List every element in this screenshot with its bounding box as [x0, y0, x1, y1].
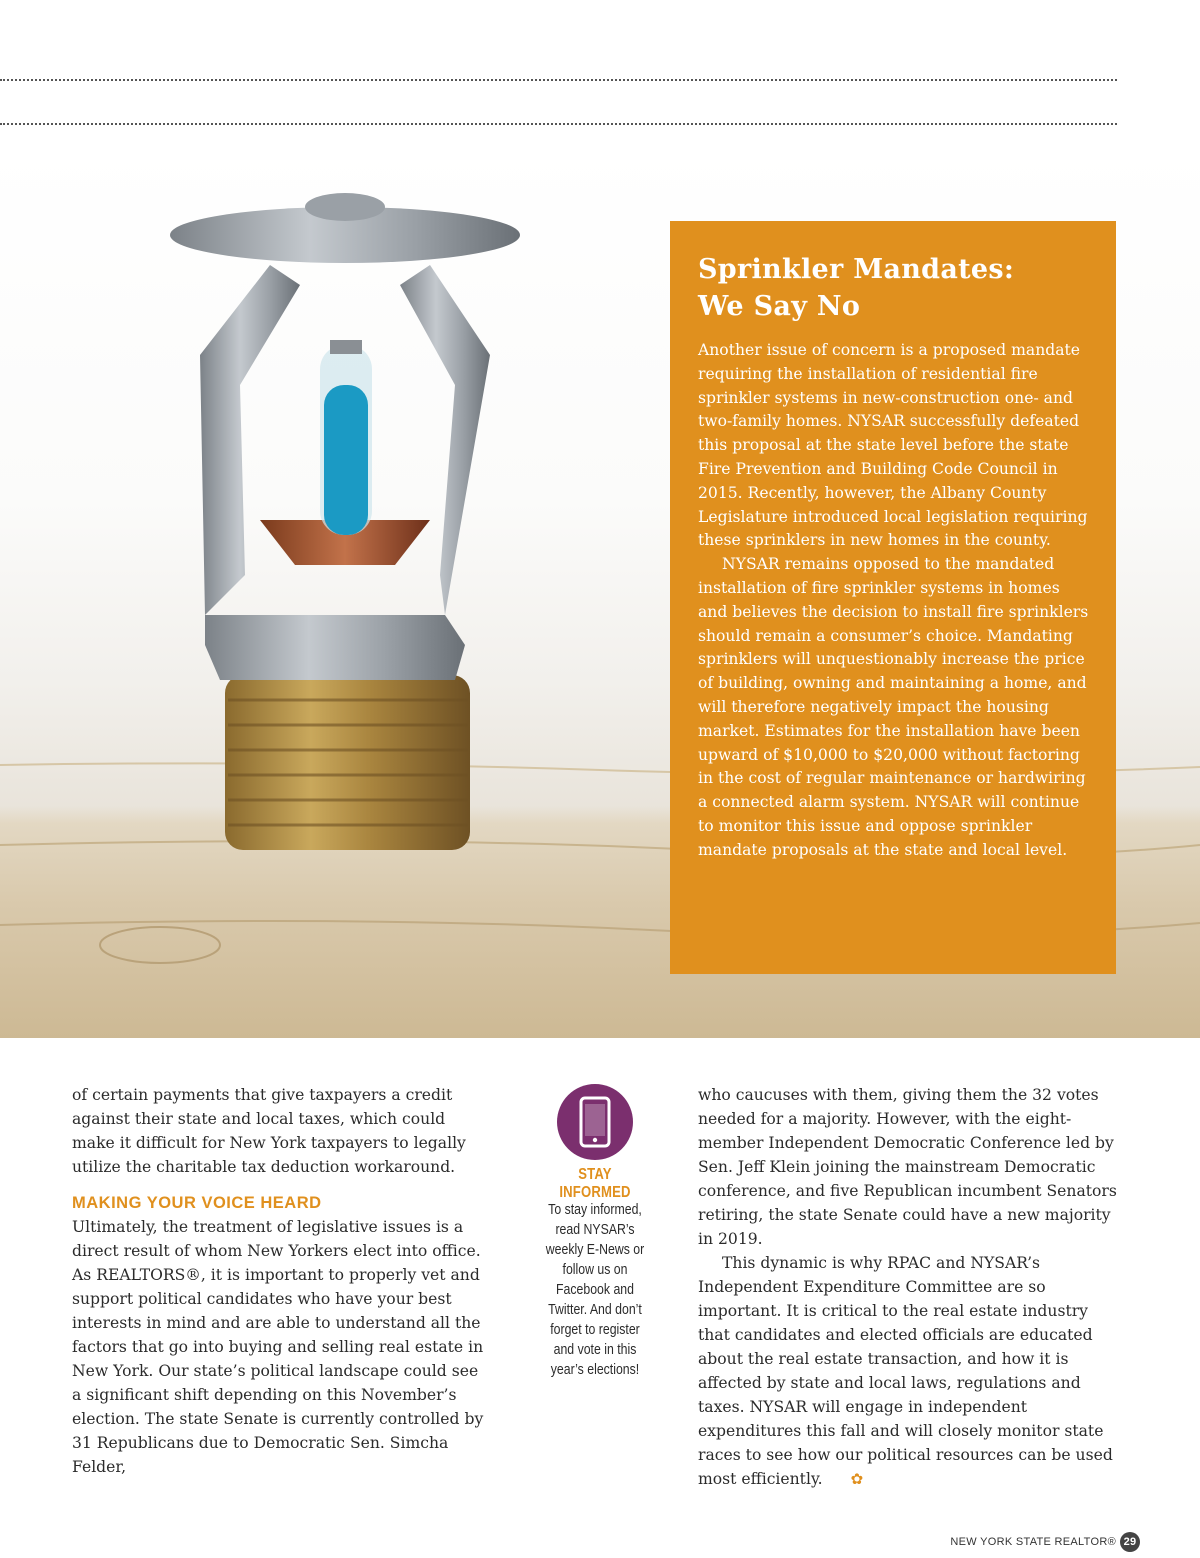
left-article-column [72, 1083, 492, 1479]
stay-informed-callout [532, 1084, 658, 1380]
page-footer [950, 1532, 1140, 1552]
right-paragraph-2: This dynamic is why RPAC and NYSAR’s Independent Expenditure Committee are so important. It is critical to the real estate industry that candidates and elected officials are educated about the real estate transaction, and how it is affected by state and local laws, regulations and taxes. NYSAR will engage in independent expenditures this fall and will closely monitor state races to see how our political resources can be used most efficiently. ✿ [698, 1251, 1118, 1491]
sprinkler-mandates-sidebar [670, 221, 1116, 974]
section-heading: MAKING YOUR VOICE HEARD [72, 1194, 322, 1212]
second-dotted-rule [0, 123, 1117, 125]
left-paragraph-1: of certain payments that give taxpayers a credit against their state and local taxes, which could make it difficult for New York taxpayers to legally utilize the charitable tax deduction workaround. [72, 1086, 466, 1176]
smartphone-icon [557, 1084, 633, 1160]
stay-informed-text: To stay informed, read NYSAR’s weekly E-News or follow us on Facebook and Twitter. And don’t forget to register and vote in this year’s elections! [545, 1201, 645, 1378]
sidebar-paragraph-2: NYSAR remains opposed to the mandated installation of fire sprinkler systems in homes and believes the decision to install fire sprinklers should remain a consumer’s choice. Mandating sprinklers will unquestionably increase the price of building, owning and maintaining a home, and will therefore negatively impact the housing market. Estimates for the installation have been upward of $10,000 to $20,000 without factoring in the cost of regular maintenance or hardwiring a connected alarm system. NYSAR will continue to monitor this issue and oppose sprinkler mandate proposals at the state and local level. [698, 555, 1089, 859]
publication-name: NEW YORK STATE REALTOR® [950, 1536, 1116, 1548]
stay-informed-title: STAY INFORMED [559, 1166, 631, 1201]
right-article-column [698, 1083, 1118, 1491]
end-mark-icon: ✿ [850, 1470, 864, 1488]
page-number: 29 [1120, 1532, 1140, 1552]
sidebar-paragraph-1: Another issue of concern is a proposed mandate requiring the installation of residential fire sprinkler systems in new-construction one- and two-family homes. NYSAR successfully defeated this proposal at the state level before the state Fire Prevention and Building Code Council in 2015. Recently, however, the Albany County Legislature introduced local legislation requiring these sprinklers in new homes in the county. [698, 341, 1088, 550]
sidebar-title: Sprinkler Mandates: We Say No [698, 254, 1015, 322]
top-dotted-rule [0, 79, 1117, 81]
left-paragraph-2: Ultimately, the treatment of legislative issues is a direct result of whom New Yorkers elect into office. As REALTORS®, it is important to properly vet and support political candidates who have your best interests in mind and are able to understand all the factors that go into buying and selling real estate in New York. Our state’s political landscape could see a significant shift depending on this November’s election. The state Senate is currently controlled by 31 Republicans due to Democratic Sen. Simcha Felder, [72, 1218, 484, 1476]
right-paragraph-1: who caucuses with them, giving them the 32 votes needed for a majority. However, with the eight-member Independent Democratic Conference led by Sen. Jeff Klein joining the mainstream Democratic conference, and five Republican incumbent Senators retiring, the state Senate could have a new majority in 2019. [698, 1086, 1117, 1248]
